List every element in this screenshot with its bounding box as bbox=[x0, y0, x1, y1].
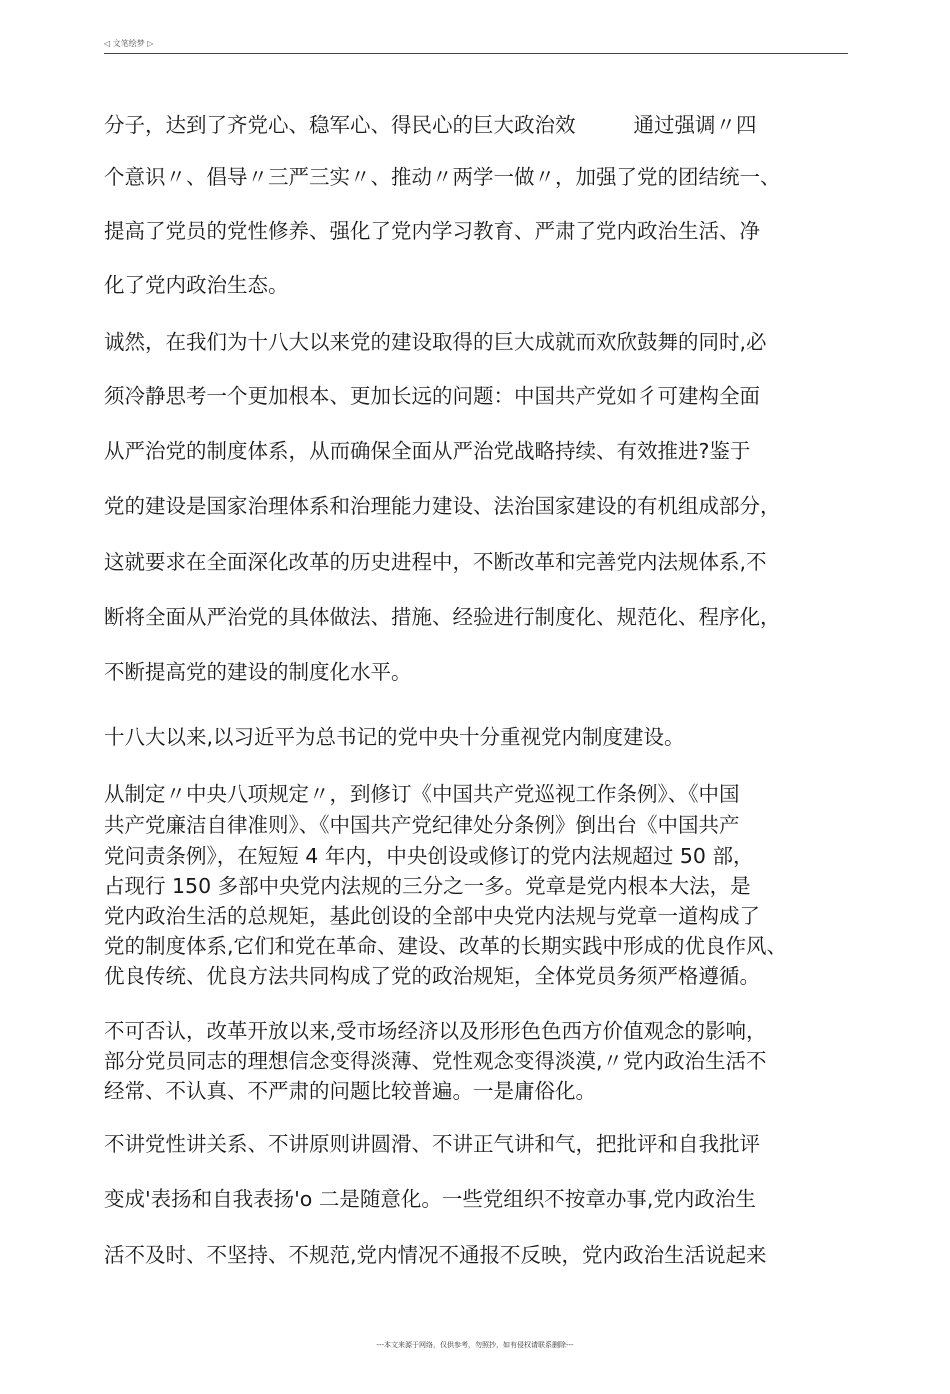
text-line: 分子，达到了齐党心、稳军心、得民心的巨大政治效 通过强调〃四 bbox=[104, 113, 757, 137]
text-line: 个意识〃、倡导〃三严三实〃、推动〃两学一做〃，加强了党的团结统一、 bbox=[104, 165, 781, 189]
text-line: 优良传统、优良方法共同构成了党的政治规矩，全体党员务须严格遵循。 bbox=[104, 964, 760, 988]
text-line: 占现行 150 多部中央党内法规的三分之一多。党章是党内根本大法，是 bbox=[104, 874, 751, 898]
text-line: 不断提高党的建设的制度化水平。 bbox=[104, 660, 412, 684]
text-line: 党的制度体系,它们和党在革命、建设、改革的长期实践中形成的优良作风、 bbox=[104, 934, 788, 958]
text-line: 变成'表扬和自我表扬'o 二是随意化。一些党组织不按章办事,党内政治生 bbox=[104, 1187, 756, 1211]
text-line: 部分党员同志的理想信念变得淡薄、党性观念变得淡漠,〃党内政治生活不 bbox=[104, 1049, 767, 1073]
text-line: 化了党内政治生态。 bbox=[104, 273, 289, 297]
text-line: 提高了党员的党性修养、强化了党内学习教育、严肃了党内政治生活、净 bbox=[104, 219, 760, 243]
text-line: 诚然，在我们为十八大以来党的建设取得的巨大成就而欢欣鼓舞的同时,必 bbox=[104, 330, 767, 354]
text-line: 须冷静思考一个更加根本、更加长远的问题：中国共产党如彳可建构全面 bbox=[104, 384, 760, 408]
text-line: 断将全面从严治党的具体做法、措施、经验进行制度化、规范化、程序化， bbox=[104, 605, 781, 629]
text-line: 共产党廉洁自律准则》、《中国共产党纪律处分条例》倒出台《中国共产 bbox=[104, 813, 740, 837]
text-line: 从严治党的制度体系，从而确保全面从严治党战略持续、有效推进?鉴于 bbox=[104, 439, 751, 463]
header-divider bbox=[104, 53, 848, 54]
text-line: 党内政治生活的总规矩，基此创设的全部中央党内法规与党章一道构成了 bbox=[104, 904, 760, 928]
text-line: 这就要求在全面深化改革的历史进程中，不断改革和完善党内法规体系,不 bbox=[104, 550, 767, 574]
page-header: ◁ 文笔绘梦 ▷ bbox=[104, 39, 154, 48]
text-line: 从制定〃中央八项规定〃，到修订《中国共产党巡视工作条例》、《中国 bbox=[104, 782, 740, 806]
text-line: 党问责条例》，在短短 4 年内，中央创设或修订的党内法规超过 50 部， bbox=[104, 844, 754, 868]
text-line: 活不及时、不坚持、不规范,党内情况不通报不反映，党内政治生活说起来 bbox=[104, 1243, 767, 1267]
text-line: 不讲党性讲关系、不讲原则讲圆滑、不讲正气讲和气，把批评和自我批评 bbox=[104, 1132, 760, 1156]
text-line: 党的建设是国家治理体系和治理能力建设、法治国家建设的有机组成部分， bbox=[104, 494, 781, 518]
page-footer: ---本文来源于网络，仅供参考，勿照抄，如有侵权请联系删除--- bbox=[376, 1341, 574, 1349]
text-line: 经常、不认真、不严肃的问题比较普遍。一是庸俗化。 bbox=[104, 1079, 596, 1103]
text-line: 不可否认，改革开放以来,受市场经济以及形形色色西方价值观念的影响， bbox=[104, 1019, 767, 1043]
text-line: 十八大以来,以习近平为总书记的党中央十分重视党内制度建设。 bbox=[104, 725, 685, 749]
